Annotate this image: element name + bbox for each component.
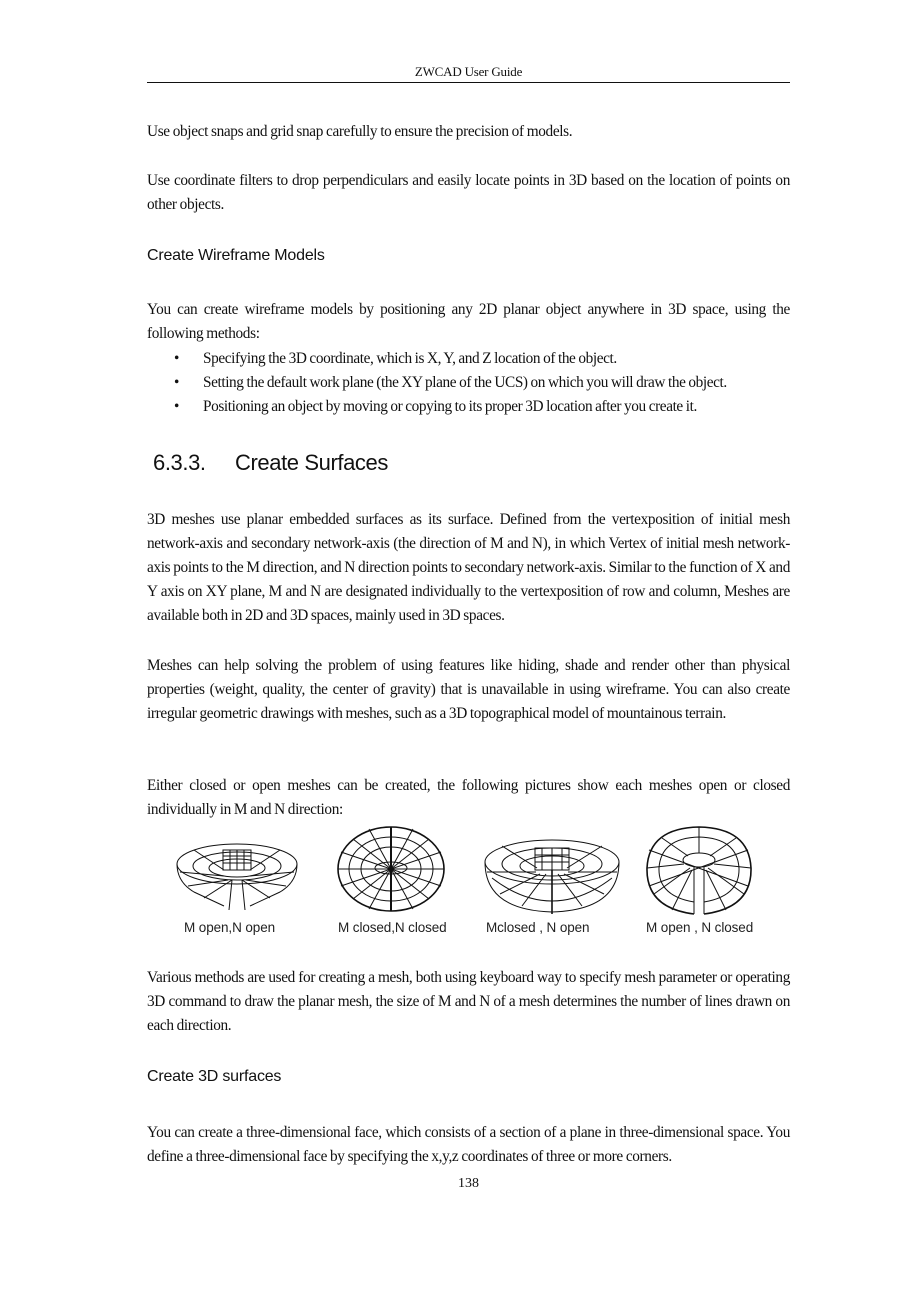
header-rule [147, 82, 790, 83]
mesh-figure [160, 822, 770, 942]
page-number: 138 [458, 1176, 479, 1191]
mesh-closed-closed-image [336, 824, 446, 914]
running-header: ZWCAD User Guide [414, 64, 523, 79]
caption-m-open-n-open: M open,N open [184, 920, 276, 935]
paragraph-open-closed: Either closed or open meshes can be created, the following pictures show each meshes open or closed individually in M and N direction: [147, 777, 790, 818]
mesh-closed-open-image [482, 834, 622, 918]
list-item [147, 371, 790, 395]
section-heading-create-surfaces [153, 450, 388, 476]
list-item-text: Specifying the 3D coordinate, which is X, Y, and Z location of the object. [203, 350, 617, 367]
wireframe-methods-list [147, 347, 790, 419]
mesh-open-open-image [174, 836, 300, 916]
paragraph-object-snaps: Use object snaps and grid snap carefully to ensure the precision of models. [147, 123, 573, 140]
list-item [147, 347, 790, 371]
list-item-text: Positioning an object by moving or copying to its proper 3D location after you create it. [203, 398, 697, 415]
caption-m-open-n-closed: M open , N closed [646, 920, 754, 935]
list-item [147, 395, 790, 419]
caption-m-closed-n-closed: M closed,N closed [338, 920, 447, 935]
section-number: 6.3.3. [153, 450, 206, 475]
mesh-open-closed-image [644, 824, 754, 916]
paragraph-various-methods: Various methods are used for creating a mesh, both using keyboard way to specify mesh parameter or operating 3D command to draw the planar mesh, the size of M and N of a mesh determines the number of lines drawn on each direction. [147, 969, 790, 1034]
heading-create-3d-surfaces: Create 3D surfaces [147, 1068, 282, 1085]
paragraph-meshes-help: Meshes can help solving the problem of using features like hiding, shade and render other than physical properties (weight, quality, the center of gravity) that is unavailable in using wireframe. You can also create irregular geometric drawings with meshes, such as a 3D topographical model of mountainous terrain. [147, 657, 790, 722]
list-item-text: Setting the default work plane (the XY plane of the UCS) on which you will draw the object. [203, 374, 727, 391]
paragraph-3d-meshes: 3D meshes use planar embedded surfaces as its surface. Defined from the vertexposition of initial mesh network-axis and secondary network-axis (the direction of M and N), in which Vertex of initial mesh network-axis points to the M direction, and N direction points to secondary network-axis. Similar to the function of X and Y axis on XY plane, M and N are designated individually to the vertexposition of row and column, Meshes are available both in 2D and 3D spaces, mainly used in 3D spaces. [147, 511, 790, 624]
section-title: Create Surfaces [235, 450, 388, 475]
bullet-icon: • [174, 374, 179, 391]
caption-m-closed-n-open: Mclosed , N open [486, 920, 590, 935]
heading-create-wireframe-models: Create Wireframe Models [147, 247, 325, 264]
paragraph-coordinate-filters: Use coordinate filters to drop perpendiculars and easily locate points in 3D based on the location of points on other objects. [147, 172, 790, 213]
bullet-icon: • [174, 398, 179, 415]
paragraph-three-dimensional-face: You can create a three-dimensional face, which consists of a section of a plane in three-dimensional space. You define a three-dimensional face by specifying the x,y,z coordinates of three or more corners. [147, 1124, 790, 1165]
bullet-icon: • [174, 350, 179, 367]
paragraph-wireframe-intro: You can create wireframe models by positioning any 2D planar object anywhere in 3D space, using the following methods: [147, 301, 790, 342]
